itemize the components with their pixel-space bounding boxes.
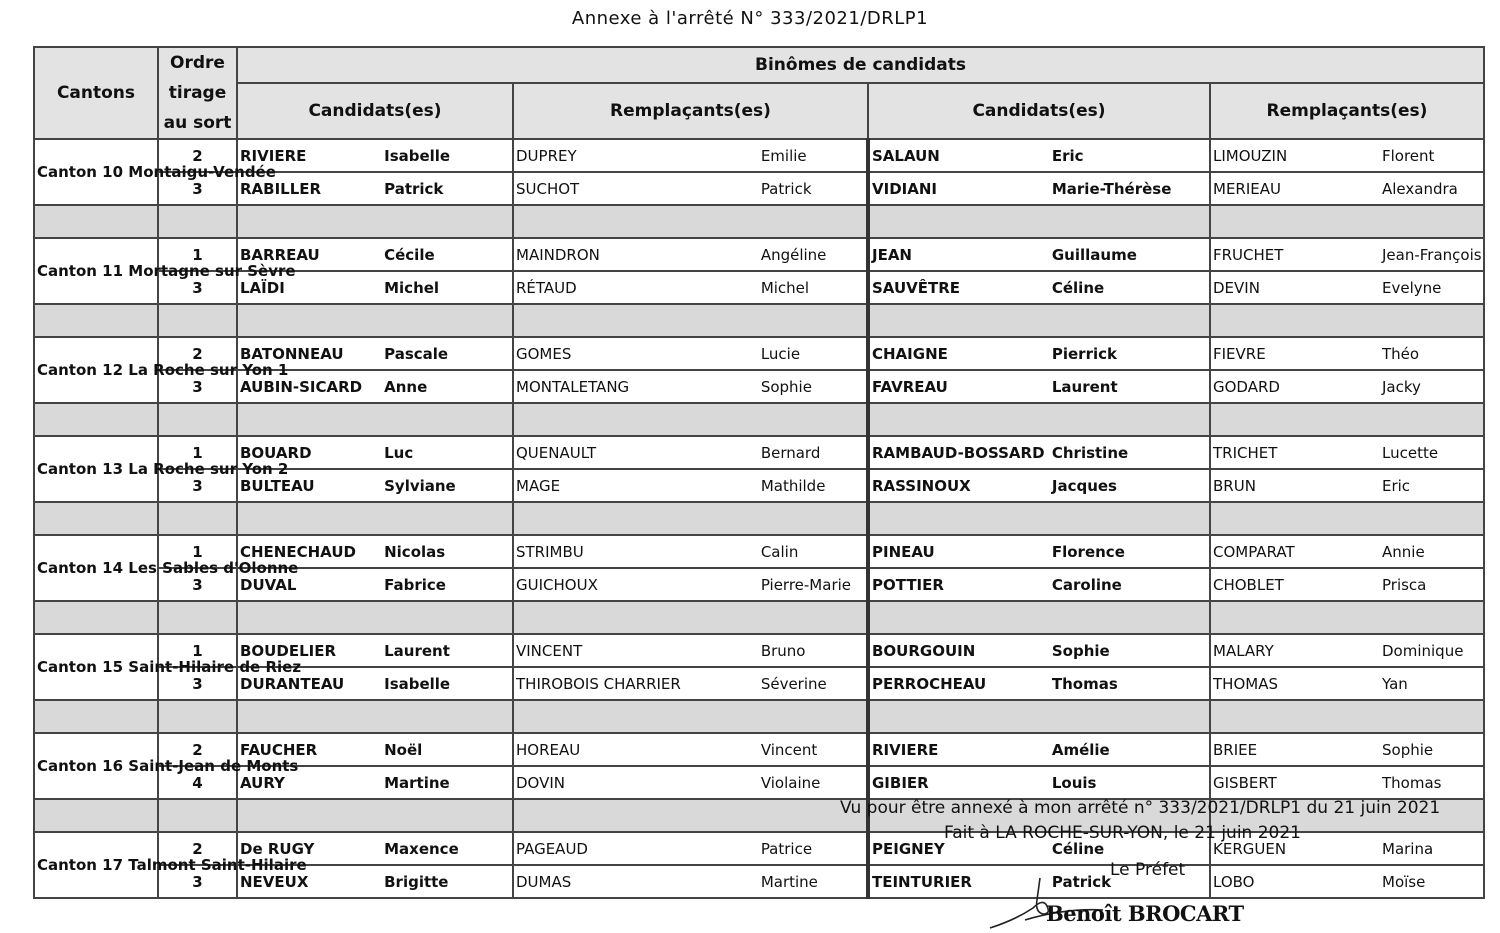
replacement-1: [513, 337, 868, 370]
first-name: Mathilde: [760, 476, 826, 495]
last-name: BOURGOUIN: [872, 641, 976, 660]
ordre-tirage: 3: [158, 469, 237, 502]
first-name: Moïse: [1382, 872, 1426, 891]
last-name: LIMOUZIN: [1213, 146, 1288, 165]
last-name: BARREAU: [240, 245, 320, 264]
last-name: NEVEUX: [240, 872, 309, 891]
replacement-1: [513, 667, 868, 700]
last-name: BATONNEAU: [240, 344, 344, 363]
first-name: Michel: [760, 278, 810, 297]
first-name: Pierrick: [1051, 344, 1117, 363]
header-binomes: Binômes de candidats: [237, 47, 1484, 83]
last-name: STRIMBU: [516, 542, 584, 561]
replacement-2: [1210, 139, 1484, 172]
table-body: [34, 139, 1484, 898]
first-name: Emilie: [760, 146, 807, 165]
last-name: FAUCHER: [240, 740, 318, 759]
document-title: Annexe à l'arrêté N° 333/2021/DRLP1: [571, 8, 929, 29]
first-name: Fabrice: [384, 575, 446, 594]
table-row: [34, 139, 1484, 172]
ordre-tirage: 2: [158, 337, 237, 370]
replacement-1: [513, 865, 868, 898]
first-name: Vincent: [760, 740, 818, 759]
first-name: Lucette: [1382, 443, 1439, 462]
first-name: Thomas: [1051, 674, 1118, 693]
replacement-2: [1210, 238, 1484, 271]
table-row: [34, 238, 1484, 271]
last-name: SALAUN: [872, 146, 940, 165]
first-name: Bruno: [760, 641, 806, 660]
replacement-1: [513, 469, 868, 502]
replacement-2: [1210, 469, 1484, 502]
last-name: BRIEE: [1213, 740, 1258, 759]
signer-name: Benoît BROCART: [1046, 901, 1244, 926]
last-name: RAMBAUD-BOSSARD: [872, 443, 1045, 462]
header-cantons: Cantons: [34, 47, 158, 139]
annex-statement: Vu pour être annexé à mon arrêté n° 333/2021/DRLP1 du 21 juin 2021: [840, 798, 1441, 818]
candidate-2: [868, 634, 1210, 667]
last-name: LOBO: [1213, 872, 1255, 891]
last-name: AUBIN-SICARD: [240, 377, 363, 396]
candidate-2: [868, 535, 1210, 568]
first-name: Bernard: [760, 443, 821, 462]
first-name: Séverine: [760, 674, 827, 693]
ordre-tirage: 2: [158, 733, 237, 766]
last-name: THOMAS: [1213, 674, 1278, 693]
canton-name: Canton 13 La Roche sur Yon 2: [34, 436, 158, 502]
first-name: Céline: [1051, 839, 1105, 858]
ordre-tirage: 3: [158, 172, 237, 205]
last-name: KERGUEN: [1213, 839, 1287, 858]
canton-separator: [34, 205, 1484, 238]
last-name: VIDIANI: [872, 179, 937, 198]
canton-separator: [34, 403, 1484, 436]
candidate-2: [868, 667, 1210, 700]
replacement-1: [513, 370, 868, 403]
first-name: Maxence: [384, 839, 459, 858]
replacement-2: [1210, 568, 1484, 601]
last-name: AURY: [240, 773, 285, 792]
first-name: Caroline: [1051, 575, 1122, 594]
replacement-1: [513, 733, 868, 766]
last-name: TRICHET: [1213, 443, 1278, 462]
last-name: GODARD: [1213, 377, 1280, 396]
first-name: Sophie: [760, 377, 812, 396]
ordre-tirage: 2: [158, 139, 237, 172]
replacement-1: [513, 172, 868, 205]
first-name: Alexandra: [1382, 179, 1458, 198]
ordre-tirage: 1: [158, 238, 237, 271]
header-ordre: Ordre tirage au sort: [158, 47, 237, 139]
replacement-2: [1210, 766, 1484, 799]
replacement-1: [513, 832, 868, 865]
candidate-2: [868, 370, 1210, 403]
header-remplacants-1: Remplaçants(es): [513, 83, 868, 139]
first-name: Martine: [384, 773, 450, 792]
ordre-tirage: 3: [158, 370, 237, 403]
replacement-1: [513, 238, 868, 271]
table-row: [34, 733, 1484, 766]
place-date: Fait à LA ROCHE-SUR-YON, le 21 juin 2021: [944, 823, 1301, 843]
replacement-2: [1210, 337, 1484, 370]
last-name: PINEAU: [872, 542, 935, 561]
last-name: GISBERT: [1213, 773, 1277, 792]
canton-separator: [34, 700, 1484, 733]
first-name: Isabelle: [384, 146, 451, 165]
ordre-tirage: 3: [158, 271, 237, 304]
first-name: Luc: [384, 443, 414, 462]
table-row: [34, 337, 1484, 370]
replacement-2: [1210, 733, 1484, 766]
canton-name: Canton 11 Mortagne sur Sèvre: [34, 238, 158, 304]
last-name: FRUCHET: [1213, 245, 1284, 264]
ordre-tirage: 1: [158, 634, 237, 667]
first-name: Laurent: [1051, 377, 1118, 396]
first-name: Théo: [1382, 344, 1420, 363]
replacement-1: [513, 766, 868, 799]
first-name: Amélie: [1051, 740, 1110, 759]
last-name: BRUN: [1213, 476, 1256, 495]
first-name: Florent: [1382, 146, 1435, 165]
last-name: SAUVÊTRE: [872, 278, 961, 297]
last-name: MALARY: [1213, 641, 1274, 660]
first-name: Isabelle: [384, 674, 451, 693]
last-name: JEAN: [872, 245, 912, 264]
first-name: Prisca: [1382, 575, 1427, 594]
first-name: Lucie: [760, 344, 801, 363]
last-name: THIROBOIS CHARRIER: [516, 674, 681, 693]
candidate-2: [868, 568, 1210, 601]
ordre-tirage: 4: [158, 766, 237, 799]
first-name: Sylviane: [384, 476, 456, 495]
first-name: Noël: [384, 740, 423, 759]
canton-name: Canton 10 Montaigu-Vendée: [34, 139, 158, 205]
first-name: Annie: [1382, 542, 1425, 561]
last-name: LAÏDI: [240, 278, 285, 297]
last-name: BOUDELIER: [240, 641, 336, 660]
last-name: POTTIER: [872, 575, 944, 594]
last-name: DUPREY: [516, 146, 577, 165]
first-name: Patrick: [760, 179, 812, 198]
last-name: RASSINOUX: [872, 476, 971, 495]
first-name: Michel: [384, 278, 440, 297]
candidate-2: [868, 733, 1210, 766]
first-name: Martine: [760, 872, 818, 891]
first-name: Patrick: [1051, 872, 1112, 891]
candidate-1: [237, 139, 513, 172]
last-name: COMPARAT: [1213, 542, 1295, 561]
first-name: Florence: [1051, 542, 1125, 561]
last-name: GUICHOUX: [516, 575, 598, 594]
candidate-2: [868, 469, 1210, 502]
first-name: Brigitte: [384, 872, 449, 891]
first-name: Sophie: [1382, 740, 1434, 759]
first-name: Laurent: [384, 641, 450, 660]
last-name: GIBIER: [872, 773, 929, 792]
first-name: Christine: [1051, 443, 1129, 462]
replacement-2: [1210, 535, 1484, 568]
last-name: FIEVRE: [1213, 344, 1266, 363]
replacement-1: [513, 634, 868, 667]
canton-name: Canton 17 Talmont Saint-Hilaire: [34, 832, 158, 898]
ordre-tirage: 1: [158, 436, 237, 469]
last-name: VINCENT: [516, 641, 583, 660]
replacement-1: [513, 271, 868, 304]
last-name: GOMES: [516, 344, 572, 363]
first-name: Sophie: [1051, 641, 1110, 660]
first-name: Violaine: [760, 773, 821, 792]
replacement-2: [1210, 436, 1484, 469]
first-name: Dominique: [1382, 641, 1464, 660]
first-name: Jean-François: [1382, 245, 1482, 264]
last-name: RABILLER: [240, 179, 322, 198]
signature-block: [840, 796, 1460, 883]
replacement-1: [513, 535, 868, 568]
last-name: PAGEAUD: [516, 839, 588, 858]
last-name: CHOBLET: [1213, 575, 1284, 594]
last-name: MERIEAU: [1213, 179, 1281, 198]
last-name: MAINDRON: [516, 245, 600, 264]
replacement-2: [1210, 667, 1484, 700]
first-name: Louis: [1051, 773, 1097, 792]
replacement-1: [513, 568, 868, 601]
table-row: [34, 634, 1484, 667]
candidate-2: [868, 436, 1210, 469]
first-name: Eric: [1382, 476, 1411, 495]
canton-separator: [34, 304, 1484, 337]
last-name: PEIGNEY: [872, 839, 945, 858]
last-name: CHENECHAUD: [240, 542, 356, 561]
header-candidats-1: Candidats(es): [237, 83, 513, 139]
last-name: TEINTURIER: [872, 872, 972, 891]
canton-separator: [34, 601, 1484, 634]
first-name: Yan: [1382, 674, 1408, 693]
ordre-tirage: 1: [158, 535, 237, 568]
ordre-tirage: 2: [158, 832, 237, 865]
candidate-2: [868, 139, 1210, 172]
candidate-2: [868, 271, 1210, 304]
first-name: Jacky: [1382, 377, 1421, 396]
ordre-tirage: 3: [158, 568, 237, 601]
header-candidats-2: Candidats(es): [868, 83, 1210, 139]
first-name: Calin: [760, 542, 799, 561]
last-name: DOVIN: [516, 773, 565, 792]
last-name: RÉTAUD: [516, 278, 577, 297]
last-name: DUVAL: [240, 575, 297, 594]
candidate-2: [868, 337, 1210, 370]
candidates-table: [33, 46, 1485, 899]
first-name: Cécile: [384, 245, 435, 264]
table-row: [34, 436, 1484, 469]
replacement-2: [1210, 370, 1484, 403]
candidate-2: [868, 238, 1210, 271]
canton-name: Canton 16 Saint-Jean de Monts: [34, 733, 158, 799]
last-name: DURANTEAU: [240, 674, 345, 693]
last-name: RIVIERE: [240, 146, 307, 165]
last-name: DUMAS: [516, 872, 572, 891]
table-row: [34, 535, 1484, 568]
ordre-tirage: 3: [158, 865, 237, 898]
header-remplacants-2: Remplaçants(es): [1210, 83, 1484, 139]
first-name: Marina: [1382, 839, 1434, 858]
replacement-2: [1210, 271, 1484, 304]
last-name: CHAIGNE: [872, 344, 948, 363]
candidate-1: [237, 172, 513, 205]
first-name: Patrice: [760, 839, 813, 858]
canton-name: Canton 14 Les Sables d'Olonne: [34, 535, 158, 601]
first-name: Pierre-Marie: [760, 575, 852, 594]
first-name: Eric: [1051, 146, 1084, 165]
last-name: RIVIERE: [872, 740, 939, 759]
candidate-2: [868, 766, 1210, 799]
replacement-1: [513, 436, 868, 469]
last-name: BOUARD: [240, 443, 312, 462]
candidate-2: [868, 172, 1210, 205]
last-name: SUCHOT: [516, 179, 580, 198]
ordre-tirage: 3: [158, 667, 237, 700]
first-name: Céline: [1051, 278, 1105, 297]
last-name: QUENAULT: [516, 443, 597, 462]
last-name: DEVIN: [1213, 278, 1260, 297]
first-name: Nicolas: [384, 542, 446, 561]
last-name: MONTALETANG: [516, 377, 630, 396]
last-name: HOREAU: [516, 740, 581, 759]
first-name: Marie-Thérèse: [1051, 179, 1172, 198]
first-name: Anne: [384, 377, 428, 396]
first-name: Patrick: [384, 179, 444, 198]
last-name: PERROCHEAU: [872, 674, 987, 693]
canton-name: Canton 15 Saint-Hilaire de Riez: [34, 634, 158, 700]
first-name: Thomas: [1382, 773, 1442, 792]
replacement-2: [1210, 172, 1484, 205]
first-name: Angéline: [760, 245, 827, 264]
last-name: FAVREAU: [872, 377, 948, 396]
last-name: BULTEAU: [240, 476, 315, 495]
canton-name: Canton 12 La Roche sur Yon 1: [34, 337, 158, 403]
last-name: MAGE: [516, 476, 561, 495]
first-name: Jacques: [1051, 476, 1117, 495]
first-name: Pascale: [384, 344, 449, 363]
replacement-2: [1210, 634, 1484, 667]
last-name: De RUGY: [240, 839, 315, 858]
signer-title: Le Préfet: [1110, 860, 1186, 880]
replacement-1: [513, 139, 868, 172]
canton-separator: [34, 502, 1484, 535]
first-name: Guillaume: [1051, 245, 1137, 264]
first-name: Evelyne: [1382, 278, 1442, 297]
